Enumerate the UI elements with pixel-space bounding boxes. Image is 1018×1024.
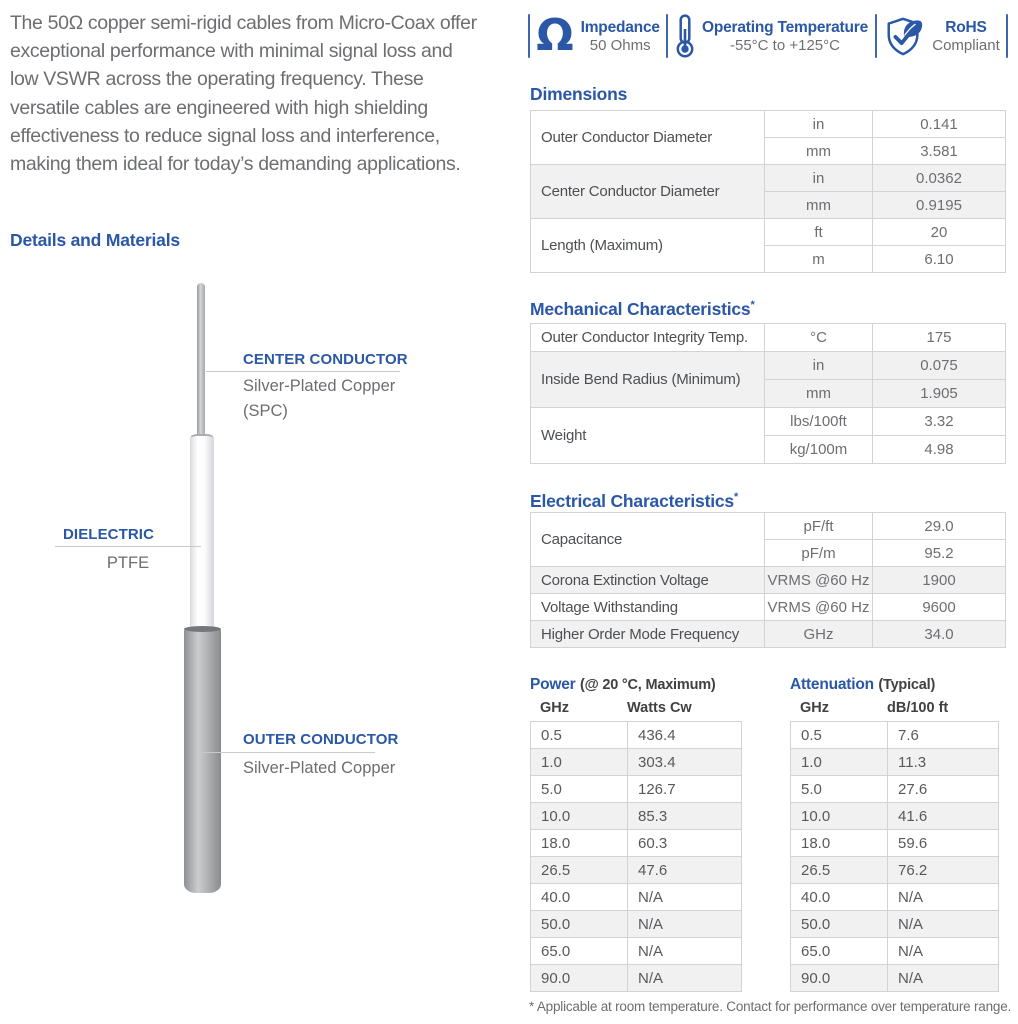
- frequency-cell: 1.0: [531, 749, 628, 776]
- frequency-cell: 18.0: [791, 830, 888, 857]
- dielectric-leader-line: [55, 546, 201, 547]
- attenuation-section: [790, 675, 999, 992]
- value-cell: 59.6: [888, 830, 999, 857]
- heading-text: Power: [530, 676, 576, 693]
- spec-unit-cell: mm: [765, 138, 873, 165]
- spec-value-cell: 20: [873, 219, 1006, 246]
- outer-conductor-leader-line: [203, 752, 375, 753]
- heading-text: Attenuation: [790, 676, 874, 693]
- value-cell: N/A: [888, 911, 999, 938]
- spec-label-cell: Outer Conductor Integrity Temp.: [531, 324, 765, 352]
- material-line: Silver-Plated Copper: [243, 377, 396, 395]
- table-row: [791, 857, 999, 884]
- dimensions-heading: [530, 84, 627, 105]
- spec-value-cell: 0.9195: [873, 192, 1006, 219]
- heading-text: Electrical Characteristics: [530, 491, 734, 511]
- table-row: [531, 938, 742, 965]
- attenuation-column-headers: [790, 700, 999, 717]
- dielectric-label: DIELECTRIC: [63, 526, 154, 543]
- spec-row: [531, 594, 1006, 621]
- spec-value-cell: 3.32: [873, 408, 1006, 436]
- spec-value-cell: 34.0: [873, 621, 1006, 648]
- value-cell: N/A: [628, 911, 742, 938]
- frequency-cell: 65.0: [791, 938, 888, 965]
- spec-unit-cell: mm: [765, 192, 873, 219]
- value-cell: 76.2: [888, 857, 999, 884]
- frequency-cell: 40.0: [791, 884, 888, 911]
- badge-title: RoHS: [945, 18, 987, 36]
- frequency-cell: 18.0: [531, 830, 628, 857]
- badge-value: 50 Ohms: [589, 36, 651, 54]
- table-row: [531, 884, 742, 911]
- frequency-cell: 0.5: [531, 722, 628, 749]
- table-row: [531, 911, 742, 938]
- power-section: [530, 675, 742, 992]
- power-heading: [530, 675, 742, 695]
- electrical-heading: [530, 491, 738, 512]
- value-cell: 41.6: [888, 803, 999, 830]
- spec-row: [531, 621, 1006, 648]
- shield-check-icon: [883, 15, 925, 57]
- value-cell: N/A: [888, 884, 999, 911]
- value-cell: 85.3: [628, 803, 742, 830]
- spec-label-cell: Inside Bend Radius (Minimum): [531, 352, 765, 408]
- table-row: [791, 749, 999, 776]
- frequency-cell: 5.0: [531, 776, 628, 803]
- spec-unit-cell: in: [765, 352, 873, 380]
- power-table: [530, 721, 742, 992]
- outer-conductor-material: Silver-Plated Copper: [243, 759, 396, 777]
- table-row: [791, 803, 999, 830]
- spec-row: [531, 352, 1006, 380]
- heading-text: Mechanical Characteristics: [530, 299, 751, 319]
- frequency-cell: 90.0: [531, 965, 628, 992]
- table-row: [791, 938, 999, 965]
- dielectric-material: PTFE: [106, 554, 150, 572]
- outer-conductor-graphic: [184, 627, 221, 893]
- center-conductor-leader-line: [206, 371, 400, 372]
- material-line: (SPC): [243, 402, 288, 420]
- table-row: [791, 776, 999, 803]
- spec-unit-cell: VRMS @60 Hz: [765, 567, 873, 594]
- table-row: [791, 911, 999, 938]
- thermometer-icon: [675, 14, 695, 58]
- table-row: [531, 722, 742, 749]
- spec-value-cell: 4.98: [873, 436, 1006, 464]
- table-row: [791, 965, 999, 992]
- mechanical-heading: [530, 299, 755, 320]
- spec-row: [531, 111, 1006, 138]
- value-cell: N/A: [628, 884, 742, 911]
- spec-value-cell: 9600: [873, 594, 1006, 621]
- frequency-cell: 65.0: [531, 938, 628, 965]
- electrical-table: [530, 512, 1006, 648]
- center-conductor-graphic: [197, 283, 205, 435]
- attenuation-table: [790, 721, 999, 992]
- spec-label-cell: Center Conductor Diameter: [531, 165, 765, 219]
- spec-unit-cell: in: [765, 165, 873, 192]
- spec-unit-cell: °C: [765, 324, 873, 352]
- value-cell: N/A: [628, 965, 742, 992]
- frequency-cell: 40.0: [531, 884, 628, 911]
- table-row: [531, 965, 742, 992]
- table-row: [531, 776, 742, 803]
- value-cell: N/A: [628, 938, 742, 965]
- intro-paragraph: The 50Ω copper semi-rigid cables from Micro-Coax offer exceptional performance with minimal signal loss and low VSWR across the operating frequency. These versatile cables are engineered with high shielding effectiveness to reduce signal loss and interference, making them ideal for today’s demanding applications.: [10, 12, 477, 176]
- frequency-cell: 26.5: [531, 857, 628, 884]
- spec-value-cell: 0.075: [873, 352, 1006, 380]
- spec-value-cell: 6.10: [873, 246, 1006, 273]
- frequency-cell: 90.0: [791, 965, 888, 992]
- frequency-cell: 10.0: [531, 803, 628, 830]
- spec-unit-cell: in: [765, 111, 873, 138]
- spec-label-cell: Capacitance: [531, 513, 765, 567]
- spec-unit-cell: pF/m: [765, 540, 873, 567]
- spec-row: [531, 408, 1006, 436]
- value-cell: N/A: [888, 938, 999, 965]
- mechanical-table: [530, 323, 1006, 464]
- spec-label-cell: Weight: [531, 408, 765, 464]
- column-header: Watts Cw: [627, 700, 692, 716]
- dimensions-table: [530, 110, 1006, 273]
- heading-qualifier: (Typical): [878, 677, 936, 693]
- footnote-marker: *: [750, 299, 755, 312]
- footnote-marker: *: [733, 491, 739, 504]
- spec-value-cell: 0.141: [873, 111, 1006, 138]
- badge-divider: [1006, 14, 1008, 58]
- center-conductor-material: [243, 374, 395, 424]
- spec-value-cell: 175: [873, 324, 1006, 352]
- spec-row: [531, 513, 1006, 540]
- frequency-cell: 5.0: [791, 776, 888, 803]
- value-cell: 7.6: [888, 722, 999, 749]
- spec-badges: [528, 12, 1008, 60]
- spec-label-cell: Length (Maximum): [531, 219, 765, 273]
- value-cell: 303.4: [628, 749, 742, 776]
- value-cell: 27.6: [888, 776, 999, 803]
- table-row: [531, 803, 742, 830]
- spec-label-cell: Corona Extinction Voltage: [531, 567, 765, 594]
- spec-unit-cell: GHz: [765, 621, 873, 648]
- table-row: [791, 830, 999, 857]
- table-row: [531, 857, 742, 884]
- badge-title: Impedance: [580, 18, 660, 36]
- spec-unit-cell: pF/ft: [765, 513, 873, 540]
- operating-temperature-badge: [668, 14, 875, 58]
- spec-value-cell: 29.0: [873, 513, 1006, 540]
- column-header: GHz: [800, 700, 829, 716]
- spec-unit-cell: VRMS @60 Hz: [765, 594, 873, 621]
- table-row: [791, 722, 999, 749]
- value-cell: 126.7: [628, 776, 742, 803]
- column-header: GHz: [540, 700, 569, 716]
- spec-unit-cell: mm: [765, 380, 873, 408]
- heading-qualifier: (@ 20 °C, Maximum): [579, 677, 716, 693]
- frequency-cell: 1.0: [791, 749, 888, 776]
- spec-label-cell: Voltage Withstanding: [531, 594, 765, 621]
- heading-text: Dimensions: [530, 84, 628, 104]
- value-cell: N/A: [888, 965, 999, 992]
- dielectric-graphic: [190, 434, 214, 628]
- spec-row: [531, 324, 1006, 352]
- column-header: dB/100 ft: [887, 700, 949, 716]
- frequency-cell: 26.5: [791, 857, 888, 884]
- spec-value-cell: 1.905: [873, 380, 1006, 408]
- impedance-badge: [530, 10, 666, 61]
- value-cell: 436.4: [628, 722, 742, 749]
- spec-unit-cell: lbs/100ft: [765, 408, 873, 436]
- value-cell: 60.3: [628, 830, 742, 857]
- spec-row: [531, 567, 1006, 594]
- spec-label-cell: Outer Conductor Diameter: [531, 111, 765, 165]
- frequency-cell: 10.0: [791, 803, 888, 830]
- frequency-cell: 50.0: [791, 911, 888, 938]
- spec-value-cell: 3.581: [873, 138, 1006, 165]
- spec-unit-cell: kg/100m: [765, 436, 873, 464]
- attenuation-heading: [790, 675, 999, 695]
- badge-value: -55°C to +125°C: [730, 36, 840, 54]
- center-conductor-label: CENTER CONDUCTOR: [243, 351, 408, 368]
- spec-value-cell: 95.2: [873, 540, 1006, 567]
- table-row: [791, 884, 999, 911]
- table-row: [531, 830, 742, 857]
- spec-unit-cell: m: [765, 246, 873, 273]
- badge-value: Compliant: [932, 36, 1000, 54]
- footnote: * Applicable at room temperature. Contact for performance over temperature range.: [529, 999, 1012, 1014]
- frequency-cell: 50.0: [531, 911, 628, 938]
- value-cell: 11.3: [888, 749, 999, 776]
- omega-icon: Ω: [536, 10, 574, 61]
- power-column-headers: [530, 700, 742, 717]
- spec-value-cell: 1900: [873, 567, 1006, 594]
- rohs-badge: [877, 15, 1006, 57]
- badge-title: Operating Temperature: [701, 18, 869, 36]
- details-heading: Details and Materials: [10, 230, 180, 250]
- spec-row: [531, 219, 1006, 246]
- frequency-cell: 0.5: [791, 722, 888, 749]
- outer-conductor-label: OUTER CONDUCTOR: [243, 731, 399, 748]
- spec-label-cell: Higher Order Mode Frequency: [531, 621, 765, 648]
- spec-value-cell: 0.0362: [873, 165, 1006, 192]
- spec-row: [531, 165, 1006, 192]
- table-row: [531, 749, 742, 776]
- value-cell: 47.6: [628, 857, 742, 884]
- spec-unit-cell: ft: [765, 219, 873, 246]
